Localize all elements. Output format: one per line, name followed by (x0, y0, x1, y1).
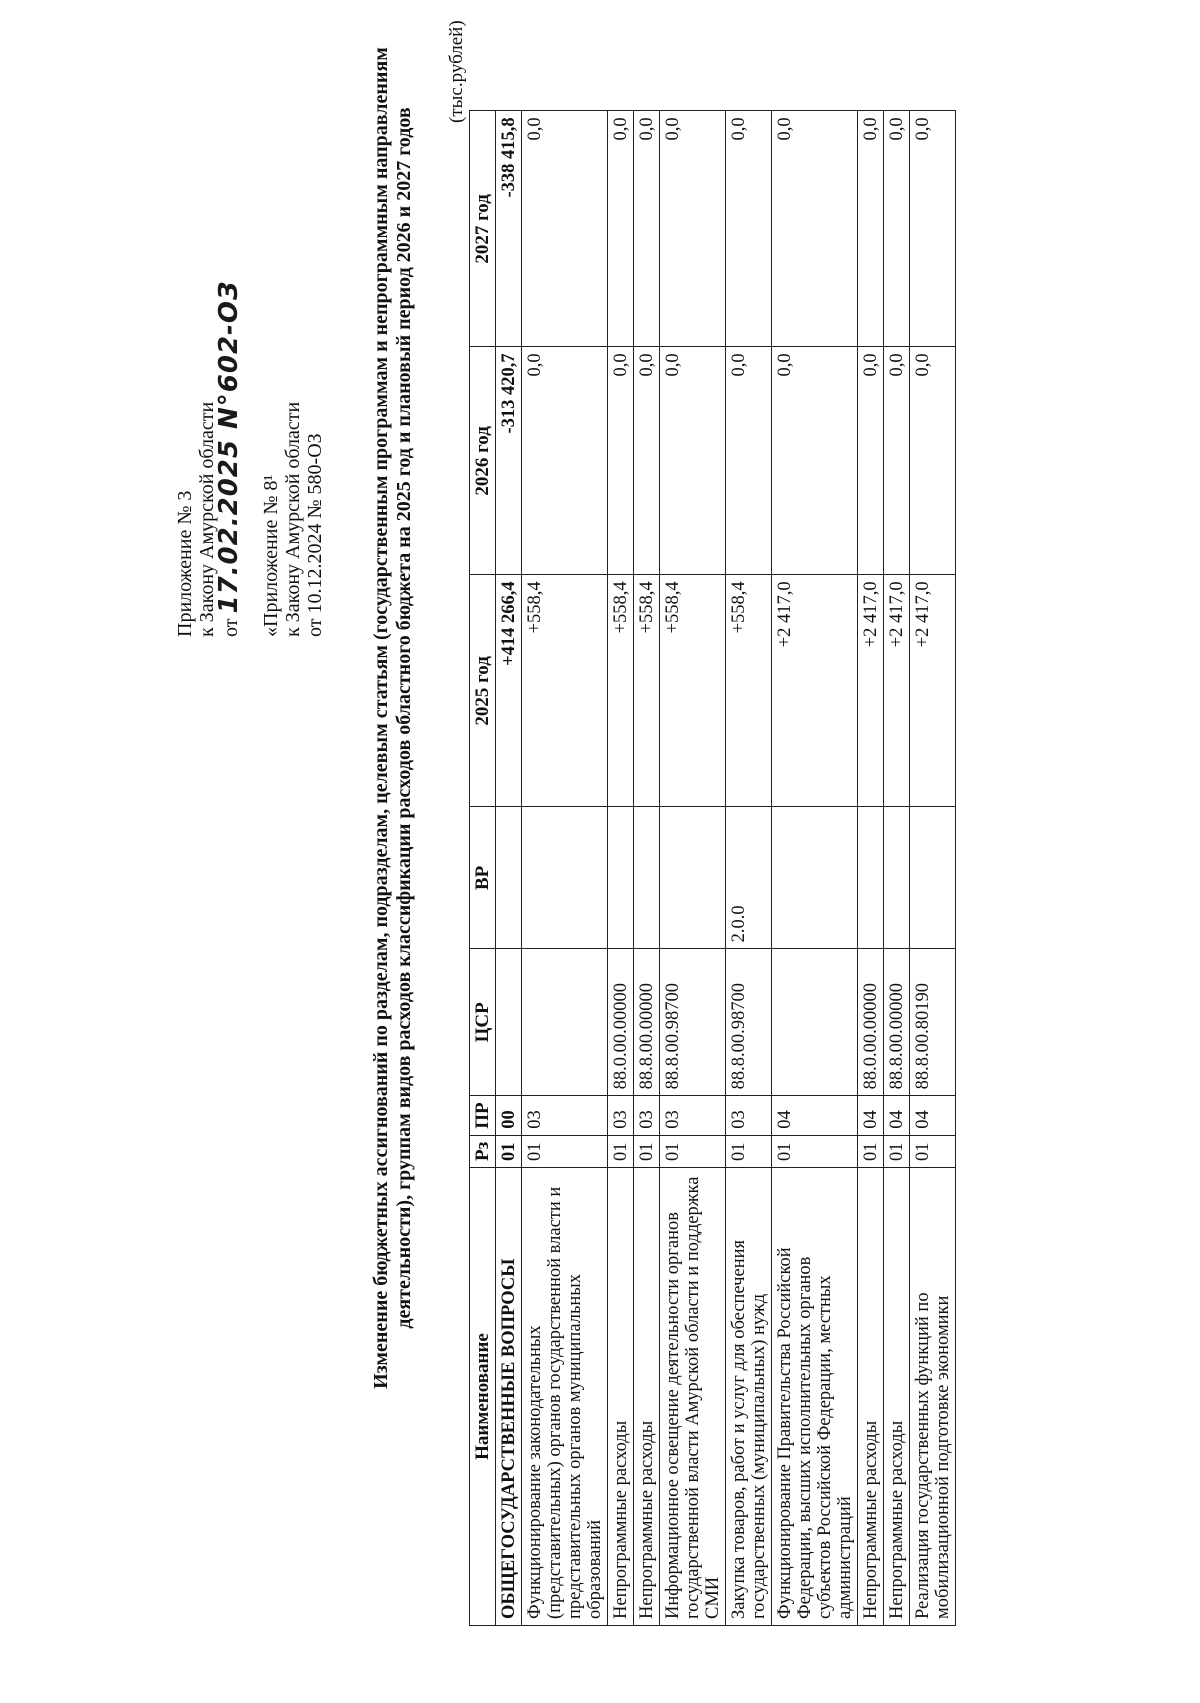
cell-rz: 01 (884, 1135, 910, 1167)
cell-rz: 01 (608, 1135, 634, 1167)
cell-y2025: +558,4 (608, 575, 634, 807)
cell-vr (634, 807, 660, 949)
header-vr: ВР (470, 807, 496, 949)
cell-pr: 03 (634, 1096, 660, 1135)
appendix-law-ref: к Закону Амурской области (196, 401, 218, 637)
cell-vr (910, 807, 956, 949)
cell-name: Реализация государственных функций по мобилизационной подготовке экономики (910, 1168, 956, 1626)
cell-name: Непрограммные расходы (608, 1168, 634, 1626)
cell-name: Функционирование Правительства Российской Федерации, высших исполнительных органов субъектов Российской Федерации, местных администраций (772, 1168, 858, 1626)
cell-csr (772, 949, 858, 1096)
cell-y2027: 0,0 (726, 111, 772, 347)
cell-vr (522, 807, 608, 949)
cell-rz: 01 (522, 1135, 608, 1167)
cell-vr (772, 807, 858, 949)
header-2025: 2025 год (470, 575, 496, 807)
appendix-date-prefix: от (220, 618, 242, 637)
cell-y2027: -338 415,8 (496, 111, 522, 347)
header-rz: Рз (470, 1135, 496, 1167)
cell-vr (496, 807, 522, 949)
cell-y2027: 0,0 (772, 111, 858, 347)
cell-csr: 88.0.00.00000 (858, 949, 884, 1096)
cell-pr: 03 (608, 1096, 634, 1135)
cell-y2026: -313 420,7 (496, 347, 522, 575)
cell-y2025: +558,4 (634, 575, 660, 807)
table-row (660, 111, 726, 1626)
cell-name: Информационное освещение деятельности органов государственной власти Амурской области и поддержка СМИ (660, 1168, 726, 1626)
cell-y2026: 0,0 (772, 347, 858, 575)
cell-y2026: 0,0 (910, 347, 956, 575)
cell-csr: 88.8.00.00000 (634, 949, 660, 1096)
table-row (608, 111, 634, 1626)
table-row (884, 111, 910, 1626)
appendix-header (174, 281, 242, 637)
cell-y2027: 0,0 (634, 111, 660, 347)
cell-pr: 00 (496, 1096, 522, 1135)
cell-y2025: +2 417,0 (910, 575, 956, 807)
table-row (634, 111, 660, 1626)
cell-y2026: 0,0 (660, 347, 726, 575)
cell-y2026: 0,0 (634, 347, 660, 575)
appendix-number: Приложение № 3 (174, 490, 196, 637)
cell-y2025: +2 417,0 (772, 575, 858, 807)
cell-pr: 04 (884, 1096, 910, 1135)
cell-pr: 03 (522, 1096, 608, 1135)
header-2027: 2027 год (470, 111, 496, 347)
table-header-row (470, 111, 496, 1626)
cell-pr: 04 (910, 1096, 956, 1135)
cell-rz: 01 (910, 1135, 956, 1167)
cell-pr: 03 (660, 1096, 726, 1135)
cell-name: ОБЩЕГОСУДАРСТВЕННЫЕ ВОПРОСЫ (496, 1168, 522, 1626)
table-row (910, 111, 956, 1626)
cell-csr: 88.0.00.00000 (608, 949, 634, 1096)
header-csr: ЦСР (470, 949, 496, 1096)
cell-csr: 88.8.00.00000 (884, 949, 910, 1096)
table-row (858, 111, 884, 1626)
cell-y2026: 0,0 (608, 347, 634, 575)
table-row (522, 111, 608, 1626)
cell-y2025: +558,4 (726, 575, 772, 807)
document-title: Изменение бюджетных ассигнований по разделам, подразделам, целевым статьям (государственным программам и непрограммным направлениям деятельности), группам видов расходов классификации расходов областного бюджета на 2025 год и плановый период 2026 и 2027 годов (370, 47, 415, 1389)
cell-y2025: +414 266,4 (496, 575, 522, 807)
cell-pr: 03 (726, 1096, 772, 1135)
cell-rz: 01 (858, 1135, 884, 1167)
cell-y2025: +558,4 (522, 575, 608, 807)
cell-y2027: 0,0 (884, 111, 910, 347)
cell-y2027: 0,0 (858, 111, 884, 347)
reference-law-ref: к Закону Амурской области (282, 401, 304, 637)
cell-y2027: 0,0 (660, 111, 726, 347)
header-name: Наименование (470, 1168, 496, 1626)
cell-y2026: 0,0 (522, 347, 608, 575)
cell-vr (858, 807, 884, 949)
cell-y2027: 0,0 (608, 111, 634, 347)
cell-rz: 01 (496, 1135, 522, 1167)
cell-y2026: 0,0 (884, 347, 910, 575)
cell-pr: 04 (772, 1096, 858, 1135)
cell-pr: 04 (858, 1096, 884, 1135)
cell-name: Непрограммные расходы (634, 1168, 660, 1626)
reference-law-date: от 10.12.2024 № 580-ОЗ (304, 433, 326, 637)
handwritten-date-number: 17.02.2025 N°602-ОЗ (214, 280, 244, 614)
cell-rz: 01 (772, 1135, 858, 1167)
cell-vr (660, 807, 726, 949)
cell-vr (608, 807, 634, 949)
reference-header (260, 402, 326, 637)
cell-name: Непрограммные расходы (884, 1168, 910, 1626)
cell-csr: 88.8.00.98700 (726, 949, 772, 1096)
cell-rz: 01 (726, 1135, 772, 1167)
units-label: (тыс.рублей) (446, 20, 467, 123)
cell-vr: 2.0.0 (726, 807, 772, 949)
cell-rz: 01 (660, 1135, 726, 1167)
budget-table (469, 110, 956, 1626)
cell-y2027: 0,0 (910, 111, 956, 347)
cell-vr (884, 807, 910, 949)
appendix-date-line (214, 280, 244, 637)
cell-y2025: +2 417,0 (884, 575, 910, 807)
cell-csr (496, 949, 522, 1096)
header-2026: 2026 год (470, 347, 496, 575)
cell-y2026: 0,0 (726, 347, 772, 575)
cell-y2027: 0,0 (522, 111, 608, 347)
cell-name: Функционирование законодательных (представительных) органов государственной власти и представительных органов муниципальных образований (522, 1168, 608, 1626)
table-row (772, 111, 858, 1626)
cell-y2025: +2 417,0 (858, 575, 884, 807)
table-row (496, 111, 522, 1626)
cell-y2025: +558,4 (660, 575, 726, 807)
cell-csr: 88.8.00.98700 (660, 949, 726, 1096)
cell-csr (522, 949, 608, 1096)
cell-csr: 88.8.00.80190 (910, 949, 956, 1096)
cell-name: Закупка товаров, работ и услуг для обеспечения государственных (муниципальных) нужд (726, 1168, 772, 1626)
cell-name: Непрограммные расходы (858, 1168, 884, 1626)
cell-y2026: 0,0 (858, 347, 884, 575)
table-body (496, 111, 956, 1626)
cell-rz: 01 (634, 1135, 660, 1167)
reference-appendix-number: «Приложение № 8¹ (260, 474, 282, 637)
table-row (726, 111, 772, 1626)
header-pr: ПР (470, 1096, 496, 1135)
